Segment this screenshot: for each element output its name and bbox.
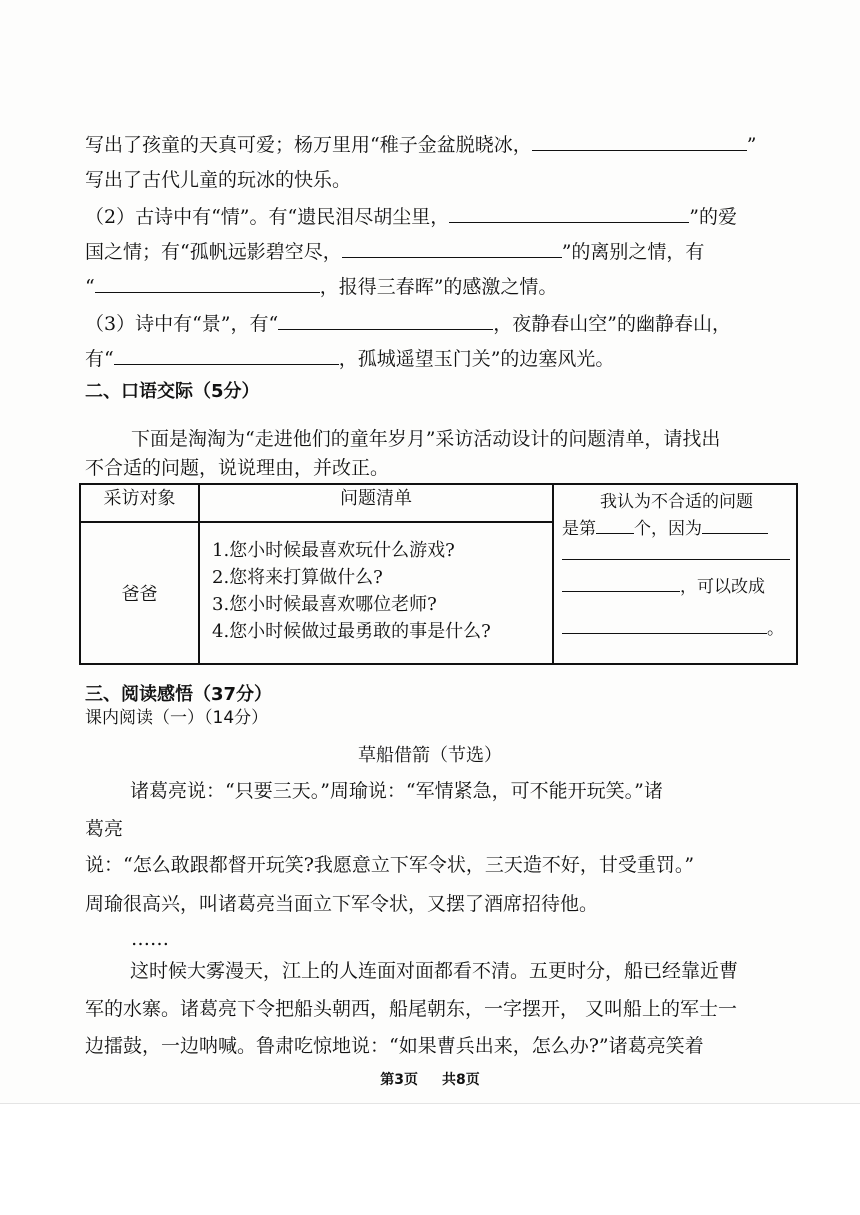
- line-1: [85, 130, 802, 159]
- answer-blank[interactable]: [596, 513, 634, 534]
- total-pages: 共8页: [442, 1072, 480, 1088]
- column-header: 问题清单: [199, 484, 553, 522]
- paragraph: 军的水寨。诸葛亮下令把船头朝西，船尾朝东，一字摆开， 又叫船上的军士一: [85, 998, 738, 1020]
- section-heading: 三、阅读感悟（37分）: [85, 684, 273, 705]
- line-4: [85, 237, 802, 266]
- text: ”的离别之情，有: [561, 241, 705, 263]
- paragraph: 边擂鼓，一边呐喊。鲁肃吃惊地说：“如果曹兵出来，怎么办?”诸葛亮笑着: [85, 1035, 704, 1057]
- text: ，夜静春山空”的幽静春山，: [493, 313, 731, 335]
- line-5: [85, 272, 802, 301]
- answer-blank[interactable]: [702, 513, 768, 534]
- answer-blank[interactable]: [532, 130, 747, 151]
- question-item: 4.您小时候做过最勇敢的事是什么?: [212, 621, 491, 642]
- answer-line: [562, 513, 768, 539]
- line-3: [85, 202, 802, 231]
- text: “: [85, 276, 95, 298]
- text: ，报得三春晖”的感激之情。: [319, 276, 558, 298]
- answer-line: [562, 571, 765, 597]
- answer-blank[interactable]: [342, 237, 562, 258]
- text: 是第: [562, 519, 596, 539]
- text: 写出了孩童的天真可爱；杨万里用“稚子金盆脱晓冰，: [85, 134, 532, 156]
- page-footer: [0, 1069, 860, 1089]
- line-6: [85, 309, 802, 338]
- answer-blank[interactable]: [278, 309, 493, 330]
- column-header: 采访对象: [80, 484, 199, 522]
- answer-line: [562, 539, 790, 565]
- question-table: [79, 483, 798, 665]
- paragraph: 诸葛亮说：“只要三天。”周瑜说：“军情紧急，可不能开玩笑。”诸: [130, 780, 663, 802]
- paragraph: 说：“怎么敢跟都督开玩笑?我愿意立下军令状，三天造不好，甘受重罚。”: [85, 854, 695, 876]
- paragraph: 不合适的问题，说说理由，并改正。: [85, 457, 390, 479]
- text: 。: [767, 619, 784, 639]
- question-item: 3.您小时候最喜欢哪位老师?: [212, 594, 437, 615]
- answer-text: 我认为不合适的问题: [600, 492, 753, 512]
- answer-blank[interactable]: [562, 539, 790, 560]
- text: ”: [746, 134, 757, 156]
- text: 国之情；有“孤帆远影碧空尽，: [85, 241, 342, 263]
- section-heading: 二、口语交际（5分）: [85, 381, 260, 402]
- text: ，孤城遥望玉门关”的边塞风光。: [338, 348, 615, 370]
- paragraph: 周瑜很高兴，叫诸葛亮当面立下军令状，又摆了酒席招待他。: [85, 893, 599, 915]
- text: （3）诗中有“景”，有“: [85, 313, 279, 335]
- answer-blank[interactable]: [449, 202, 689, 223]
- question-item: 2.您将来打算做什么?: [212, 567, 383, 588]
- question-item: 1.您小时候最喜欢玩什么游戏?: [212, 540, 455, 561]
- ellipsis: ……: [131, 928, 169, 950]
- page-number: 第3页: [380, 1072, 418, 1088]
- answer-line: [562, 613, 784, 639]
- line-2: 写出了古代儿童的玩冰的快乐。: [85, 169, 352, 191]
- text: ”的爱: [689, 206, 737, 228]
- answer-blank[interactable]: [562, 571, 680, 592]
- paragraph: 下面是淘淘为“走进他们的童年岁月”采访活动设计的问题清单，请找出: [131, 428, 721, 450]
- answer-blank[interactable]: [114, 344, 339, 365]
- subheading: 课内阅读（一）（14分）: [85, 708, 269, 728]
- passage-title: 草船借箭（节选）: [358, 745, 502, 766]
- paragraph: 这时候大雾漫天，江上的人连面对面都看不清。五更时分，船已经靠近曹: [130, 960, 739, 982]
- interviewee: 爸爸: [80, 522, 199, 664]
- text: （2）古诗中有“情”。有“遗民泪尽胡尘里，: [85, 206, 450, 228]
- answer-blank[interactable]: [562, 613, 767, 634]
- question-list: [199, 522, 553, 664]
- text: 个，因为: [634, 519, 702, 539]
- paragraph: 葛亮: [85, 818, 124, 840]
- answer-blank[interactable]: [95, 272, 320, 293]
- text: ，可以改成: [680, 577, 765, 597]
- line-7: [85, 344, 802, 373]
- answer-cell: [553, 484, 797, 664]
- text: 有“: [85, 348, 114, 370]
